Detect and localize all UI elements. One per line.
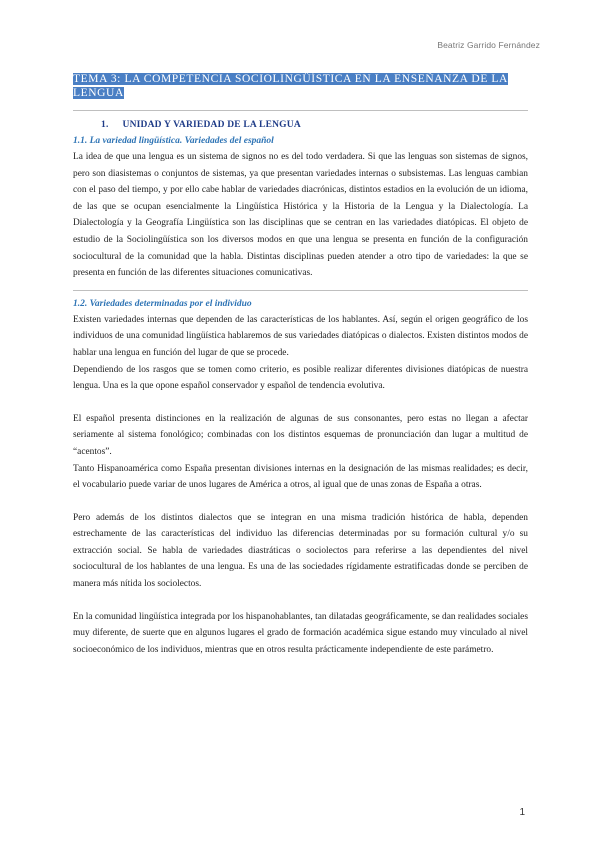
paragraph: El español presenta distinciones en la realización de algunas de sus consonantes, pero estas no llegan a afectar seriamente al sistema fonológico; combinadas con los distintos esquemas de pronunciación dan lugar a multitud de “acentos”. — [73, 413, 528, 457]
subsection-heading-2: 1.2. Variedades determinadas por el individuo — [73, 298, 252, 309]
section-number: 1. — [101, 120, 109, 130]
paragraph: En la comunidad lingüística integrada por los hispanohablantes, tan dilatadas geográficamente, se dan realidades sociales muy diferente, de suerte que en algunos lugares el grado de formación académica sigue estando muy vinculado al nivel socioeconómico de los individuos, mientras que en otros resulta prácticamente independiente de este parámetro. — [73, 611, 528, 655]
section-title: UNIDAD Y VARIEDAD DE LA LENGUA — [122, 120, 301, 130]
author-name: Beatriz Garrido Fernández — [437, 40, 540, 50]
paragraph: Dependiendo de los rasgos que se tomen como criterio, es posible realizar diferentes divisiones diatópicas de nuestra lengua. Una es la que opone español conservador y español de tendencia evolutiva. — [73, 364, 528, 392]
title-rule — [73, 110, 528, 111]
paragraph: Tanto Hispanoamérica como España presentan divisiones internas en la designación de las mismas realidades; es decir, el vocabulario puede variar de unos lugares de América a otros, al igual que de unas zonas de España a otras. — [73, 463, 528, 491]
paragraph: Existen variedades internas que dependen de las características de los hablantes. Así, según el origen geográfico de los individuos de una comunidad lingüística hablaremos de sus variedades diatópicas o dialectos. Existen distintos modos de hablar una lengua en función del lugar de que se procede. — [73, 314, 528, 358]
paragraph: La idea de que una lengua es un sistema de signos no es del todo verdadera. Si que las lenguas son sistemas de signos, pero son diasistemas o conjuntos de sistemas, ya que presentan variedades internas o subsistemas. Las lenguas cambian con el paso del tiempo, y por ello cabe hablar de variedades diacrónicas, distintos estadios en la evolución de un idioma, de las que se ocupan esencialmente la Lingüística Histórica y la Historia de la Lengua y la Dialectología. La Dialectología y la Geografía Lingüística son las disciplinas que se centran en las variedades diatópicas. El objeto de estudio de la Sociolingüística son los diversos modos en que una lengua se presenta en función de la configuración sociocultural de la comunidad que la habla. Distintas disciplinas pueden atender a otro tipo de variedades: la que se presenta en función de las diferentes situaciones comunicativas. — [73, 152, 528, 279]
page-number: 1 — [519, 807, 525, 818]
paragraph: Pero además de los distintos dialectos que se integran en una misma tradición histórica de habla, dependen estrechamente de las características del individuo las diferencias determinadas por su formación cultural y/o su extracción social. Se habla de variedades diastráticas o sociolectos para referirse a las dependientes del nivel sociocultural de los hablantes de una lengua. Es una de las sociedades rígidamente estratificadas donde se perciben de manera más nítida los sociolectos. — [73, 512, 528, 590]
section-heading — [101, 120, 528, 130]
document-title-text: TEMA 3: LA COMPETENCIA SOCIOLINGÜÍSTICA EN LA ENSEÑANZA DE LA LENGUA — [73, 73, 508, 99]
title-block — [73, 72, 528, 100]
document-body — [73, 120, 528, 658]
subsection-heading-1: 1.1. La variedad lingüística. Variedades del español — [73, 136, 274, 146]
document-title — [73, 72, 528, 100]
section-rule — [73, 290, 528, 291]
